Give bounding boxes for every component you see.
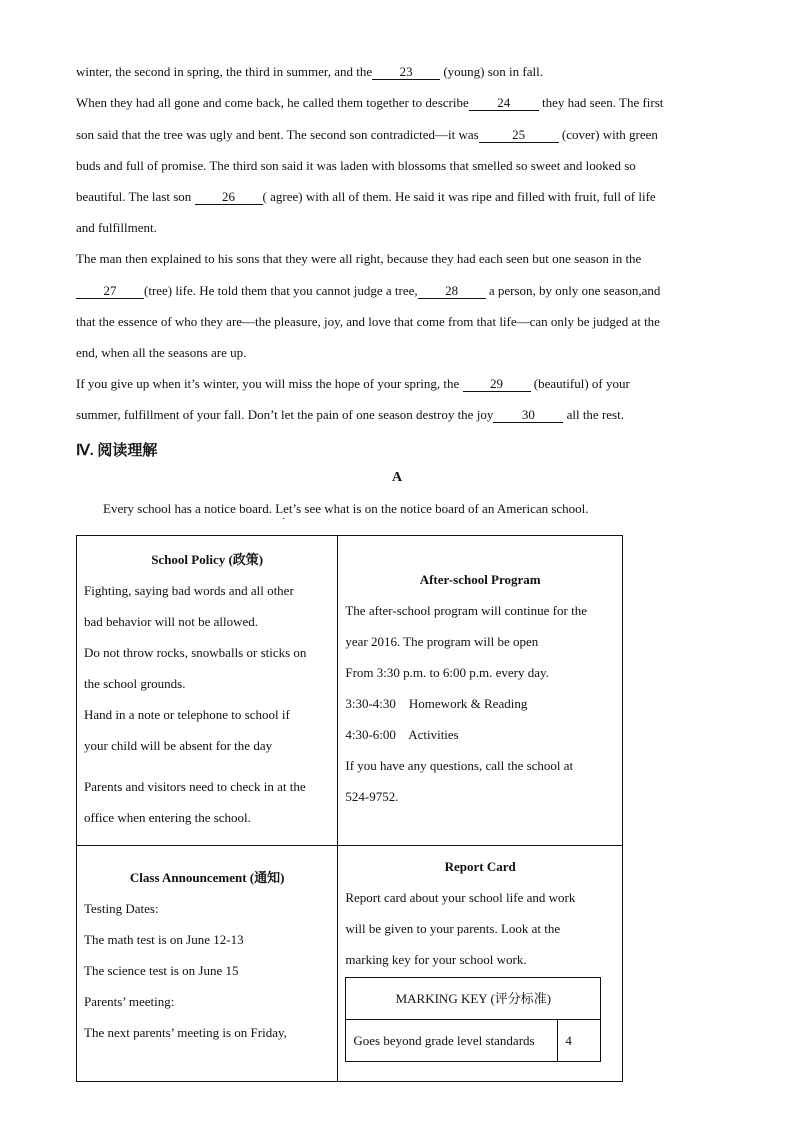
- policy-line: bad behavior will not be allowed.: [84, 614, 259, 629]
- text: they had seen. The first: [538, 95, 664, 110]
- policy-line: Parents and visitors need to check in at the: [84, 779, 306, 794]
- text: When they had all gone and come back, he called them together to describe: [76, 95, 469, 110]
- marking-key-label: Goes beyond grade level standards: [346, 1020, 558, 1062]
- passage-line: [76, 189, 656, 205]
- text: all the rest.: [563, 407, 624, 422]
- policy-line: office when entering the school.: [84, 810, 251, 825]
- passage-line: [76, 283, 660, 299]
- text: summer, fulfillment of your fall. Don’t let the pain of one season destroy the joy: [76, 407, 494, 422]
- after-school-line: 524-9752.: [345, 789, 399, 804]
- passage-line: [76, 220, 157, 236]
- class-title: Class Announcement (通知): [129, 870, 285, 885]
- report-line: marking key for your school work.: [345, 952, 527, 967]
- text: a person, by only one season,and: [485, 283, 661, 298]
- text: that the essence of who they are—the pleasure, joy, and love that come from that life—can only be judged at the: [76, 314, 660, 329]
- class-line: Testing Dates:: [84, 901, 159, 916]
- part-label: A: [391, 470, 403, 485]
- class-line: The science test is on June 15: [84, 963, 239, 978]
- text: and fulfillment.: [76, 220, 157, 235]
- after-school-line: year 2016. The program will be open: [345, 634, 539, 649]
- after-school-title: After-school Program: [419, 572, 541, 587]
- text: (cover) with green: [558, 127, 658, 142]
- notice-board-table: [76, 535, 623, 1082]
- marking-key-table: [345, 977, 601, 1062]
- text: ( agree) with all of them. He said it was ripe and filled with fruit, full of life: [262, 189, 656, 204]
- marking-key-value: 4: [558, 1020, 601, 1062]
- text: buds and full of promise. The third son said it was laden with blossoms that smelled so sweet and looked so: [76, 158, 636, 173]
- after-school-cell: [338, 536, 623, 846]
- policy-line: Hand in a note or telephone to school if: [84, 707, 290, 722]
- passage-line: [76, 314, 660, 330]
- text: The man then explained to his sons that they were all right, because they had each seen but one season in the: [76, 251, 642, 266]
- policy-cell: [77, 536, 338, 846]
- blank-28: 28: [418, 284, 486, 299]
- class-line: Parents’ meeting:: [84, 994, 175, 1009]
- class-line: The next parents’ meeting is on Friday,: [84, 1025, 287, 1040]
- passage-line: [76, 407, 624, 423]
- report-line: will be given to your parents. Look at the: [345, 921, 561, 936]
- passage-line: [76, 376, 630, 392]
- class-line: The math test is on June 12-13: [84, 932, 244, 947]
- blank-23: 23: [372, 65, 440, 80]
- blank-29: 29: [463, 377, 531, 392]
- report-line: Report card about your school life and work: [345, 890, 576, 905]
- policy-line: Do not throw rocks, snowballs or sticks on: [84, 645, 307, 660]
- after-school-line: 4:30-6:00 Activities: [345, 727, 459, 742]
- report-cell: [338, 846, 623, 1082]
- text: beautiful. The last son: [76, 189, 195, 204]
- stray-dot: ·: [282, 514, 286, 525]
- policy-line: Fighting, saying bad words and all other: [84, 583, 294, 598]
- text: (beautiful) of your: [530, 376, 630, 391]
- text: son said that the tree was ugly and bent. The second son contradicted—it was: [76, 127, 479, 142]
- after-school-line: The after-school program will continue for the: [345, 603, 587, 618]
- passage-line: [76, 95, 663, 111]
- policy-title: School Policy (政策): [151, 552, 264, 567]
- after-school-line: If you have any questions, call the school at: [345, 758, 574, 773]
- policy-line: your child will be absent for the day: [84, 738, 273, 753]
- after-school-line: 3:30-4:30 Homework & Reading: [345, 696, 528, 711]
- text: end, when all the seasons are up.: [76, 345, 247, 360]
- text: (young) son in fall.: [440, 64, 543, 79]
- marking-key-header: MARKING KEY (评分标准): [346, 978, 601, 1020]
- blank-26: 26: [195, 190, 263, 205]
- policy-line: the school grounds.: [84, 676, 186, 691]
- passage-line: [76, 64, 543, 80]
- text: If you give up when it’s winter, you will miss the hope of your spring, the: [76, 376, 463, 391]
- blank-25: 25: [479, 128, 559, 143]
- passage-line: [76, 251, 641, 267]
- passage-line: [76, 345, 246, 361]
- section-heading: Ⅳ. 阅读理解: [76, 443, 158, 459]
- class-cell: [77, 846, 338, 1082]
- report-title: Report Card: [444, 859, 516, 874]
- blank-27: 27: [76, 284, 144, 299]
- blank-30: 30: [493, 408, 563, 423]
- blank-24: 24: [469, 96, 539, 111]
- text: winter, the second in spring, the third in summer, and the: [76, 64, 373, 79]
- passage-line: [76, 127, 658, 143]
- after-school-line: From 3:30 p.m. to 6:00 p.m. every day.: [345, 665, 549, 680]
- intro-text: Every school has a notice board. Let’s see what is on the notice board of an American school.: [103, 501, 589, 516]
- passage-line: [76, 158, 636, 174]
- text: (tree) life. He told them that you cannot judge a tree,: [144, 283, 418, 298]
